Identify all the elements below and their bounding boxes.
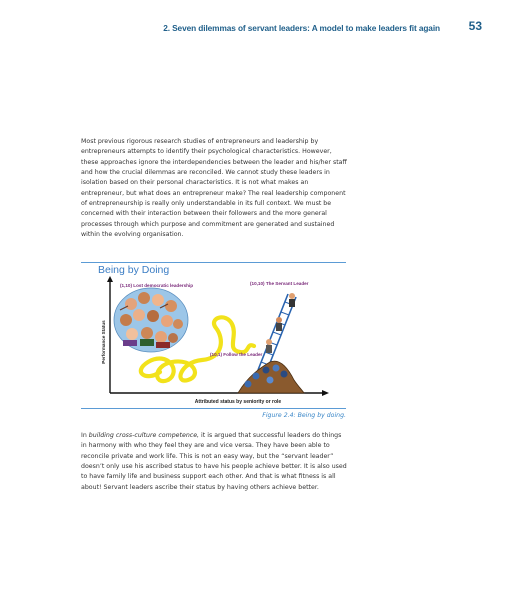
- y-axis-arrow: [107, 276, 113, 282]
- label-follow-the-leader: (10,1) Follow the Leader: [210, 352, 263, 357]
- figure-bottom-rule: [81, 408, 346, 409]
- being-by-doing-diagram: [98, 276, 330, 406]
- figure-top-rule: [81, 262, 346, 263]
- figure-caption: Figure 2.4: Being by doing.: [262, 412, 346, 419]
- figure-title: Being by Doing: [98, 264, 170, 276]
- hill-illustration: [238, 361, 304, 393]
- paragraph-2-prefix: In: [81, 432, 89, 439]
- body-paragraph-2: [81, 431, 349, 493]
- x-axis-arrow: [322, 390, 329, 396]
- label-servant-leader: (10,10) The Servant Leader: [250, 281, 309, 286]
- crowd-illustration: [114, 288, 188, 352]
- page-number: 53: [468, 19, 482, 33]
- paragraph-2-italic-phrase: building cross-culture competence,: [88, 432, 200, 439]
- y-axis-label: Performance Status: [101, 320, 106, 364]
- body-paragraph-1: Most previous rigorous research studies of entrepreneurs and leadership by entrepreneurs attempts to identify their psychological characteristics. However, these approaches ignore the interdependencies between the leader and his/her staff and how the crucial dilemmas are reconciled. We cannot study these leaders in isolation based on their personal characteristics. It is not what makes an entrepreneur, but what does an entrepreneur make? The real leadership component of entrepreneurship is really only understandable in its full context. We must be concerned with their interaction between their followers and the more general processes through which purpose and commitment are generated and sustained within the evolving organisation.: [81, 138, 347, 239]
- x-axis-label: Attributed status by seniority or role: [194, 399, 282, 405]
- running-header-title: 2. Seven dilemmas of servant leaders: A model to make leaders fit again: [163, 23, 440, 33]
- label-lost-democratic-leadership: (1,10) Lost democratic leadership: [120, 283, 194, 288]
- paragraph-2-rest: it is argued that successful leaders do things in harmony with who they feel they are and vice versa. They have been able to reconcile private and work life. This is not an easy way, but the “servant leader” doesn’t only use his ascribed status to have his people achieve better. It is also used to have family life and business support each other. And that is what fitness is all about! Servant leaders ascribe their status by having others achieve better.: [81, 432, 347, 491]
